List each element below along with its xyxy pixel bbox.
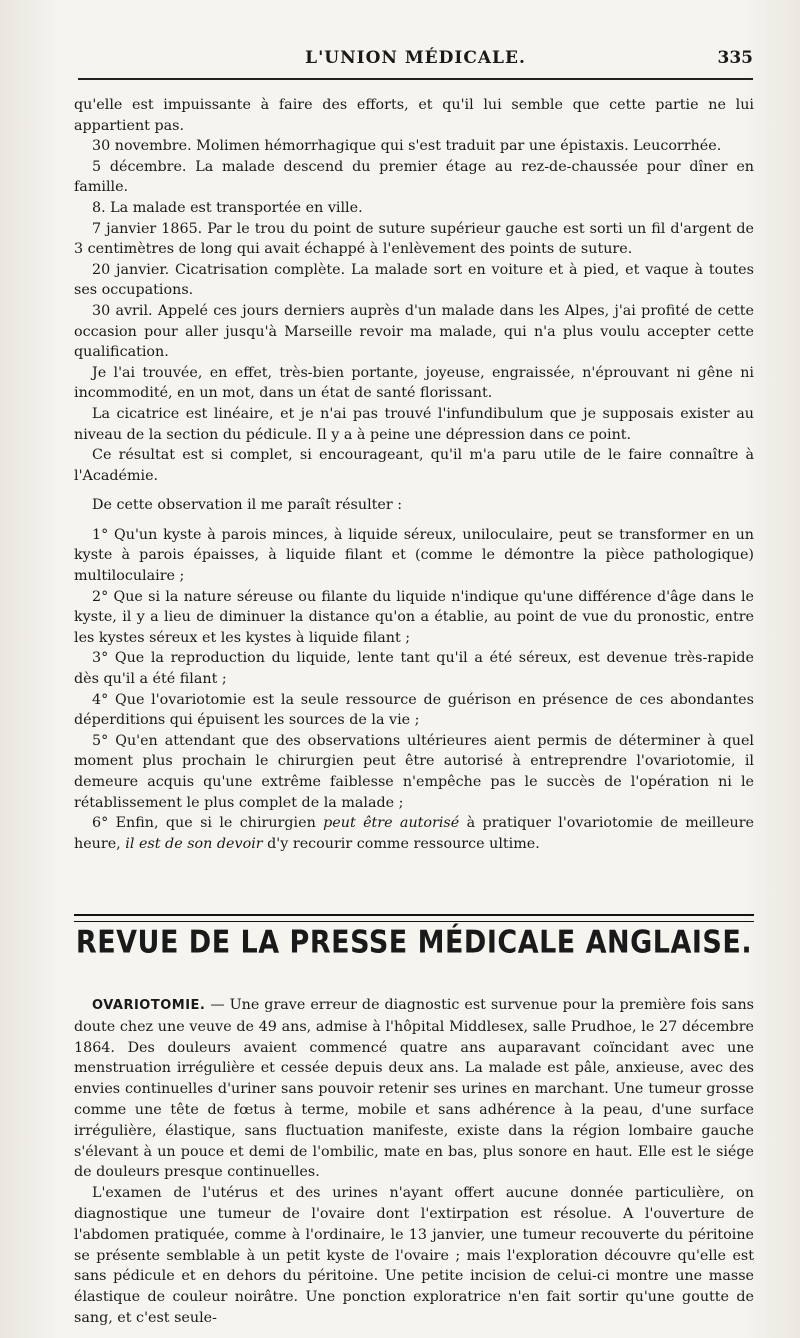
- paragraph: Je l'ai trouvée, en effet, très-bien portante, joyeuse, engraissée, n'éprouvant ni gêne ni incommodité, en un mot, dans un état de santé florissant.: [74, 364, 754, 402]
- conclusion-item: 2° Que si la nature séreuse ou filante du liquide n'indique qu'une différence d'âge dans le kyste, il y a lieu de diminuer la distance qu'on a établie, au point de vue du pronostic, entre les kystes séreux et les kystes à liquide filant ;: [74, 588, 754, 646]
- conclusion-item: 5° Qu'en attendant que des observations ultérieures aient permis de déterminer à quel moment plus prochain le chirurgien peut être autorisé à entreprendre l'ovariotomie, il demeure acquis qu'une extrême faiblesse n'empêche pas le succès de l'opération ni le rétablissement le plus complet de la malade ;: [74, 732, 754, 811]
- paragraph: 8. La malade est transportée en ville.: [92, 199, 363, 216]
- text-run: — Une grave erreur de diagnostic est survenue pour la première fois sans doute chez une veuve de 49 ans, admise à l'hôpital Middlesex, salle Prudhoe, le 27 décembre 1864. Des douleurs avaient commencé quatre ans auparavant coïncidant avec une menstruation irrégulière et cessée depuis deux ans. La malade est pâle, anxieuse, avec des envies continuelles d'uriner sans pouvoir retenir ses urines en marchant. Une tumeur grosse comme une tête de fœtus à terme, mobile et sans adhérence à la peau, d'une surface irrégulière, élastique, sans fluctuation manifeste, existe dans la région lombaire gauche s'élevant à un pouce et demi de l'ombilic, mate en bas, plus sonore en haut. Elle est le siége de douleurs presque continuelles.: [74, 997, 754, 1181]
- text-run: d'y recourir comme ressource ultime.: [262, 835, 540, 852]
- page-number: 335: [717, 48, 753, 68]
- paragraph: qu'elle est impuissante à faire des efforts, et qu'il lui semble que cette partie ne lui appartient pas.: [74, 97, 754, 134]
- conclusion-item: 1° Qu'un kyste à parois minces, à liquide séreux, uniloculaire, peut se transformer en un kyste à parois épaisses, à liquide filant et (comme le démontre la pièce pathologique) multiloculaire ;: [74, 526, 754, 585]
- paragraph: [74, 995, 754, 1183]
- header-rule: [78, 78, 753, 80]
- paragraph: De cette observation il me paraît résulter :: [92, 497, 403, 514]
- section-rule: [74, 914, 754, 922]
- journal-title: L'UNION MÉDICALE.: [305, 48, 526, 68]
- paragraph: 20 janvier. Cicatrisation complète. La malade sort en voiture et à pied, et vaque à toutes ses occupations.: [74, 261, 754, 299]
- paragraph: 30 avril. Appelé ces jours derniers auprès d'un malade dans les Alpes, j'ai profité de cette occasion pour aller jusqu'à Marseille revoir ma malade, qui n'a plus voulu accepter cette qualification.: [74, 302, 754, 361]
- paragraph: 5 décembre. La malade descend du premier étage au rez-de-chaussée pour dîner en famille.: [74, 158, 754, 196]
- paragraph: Ce résultat est si complet, si encourageant, qu'il m'a paru utile de le faire connaître à l'Académie.: [74, 447, 754, 484]
- text-run: à pratiquer l'ovariotomie de meilleure heure,: [74, 815, 754, 852]
- text-run: 6° Enfin, que si le chirurgien: [92, 815, 324, 832]
- conclusion-item: 4° Que l'ovariotomie est la seule ressource de guérison en présence de ces abondantes déperditions qui épuisent les sources de la vie ;: [74, 691, 754, 729]
- paragraph: 7 janvier 1865. Par le trou du point de suture supérieur gauche est sorti un fil d'argent de 3 centimètres de long qui avait échappé à l'enlèvement des points de suture.: [74, 220, 754, 258]
- conclusion-item-final: [74, 813, 754, 854]
- paragraph: 30 novembre. Molimen hémorrhagique qui s'est traduit par une épistaxis. Leucorrhée.: [92, 138, 722, 155]
- inline-heading: OVARIOTOMIE.: [92, 998, 206, 1013]
- paragraph: L'examen de l'utérus et des urines n'ayant offert aucune donnée particulière, on diagnostique une tumeur de l'ovaire dont l'extirpation est résolue. A l'ouverture de l'abdomen pratiquée, comme à l'ordinaire, le 13 janvier, une tumeur recouverte du péritoine se présente semblable à un petit kyste de l'ovaire ; mais l'exploration découvre qu'elle est sans pédicule et en dehors du péritoine. Une petite incision de celui-ci montre une masse élastique de couleur noirâtre. Une ponction exploratrice n'en fait sortir qu'une goutte de sang, et c'est seule-: [74, 1185, 754, 1326]
- section-title: REVUE DE LA PRESSE MÉDICALE ANGLAISE.: [75, 925, 753, 961]
- article-body: [74, 95, 754, 854]
- running-head: [78, 48, 753, 74]
- conclusion-item: 3° Que la reproduction du liquide, lente tant qu'il a été séreux, est devenue très-rapide dès qu'il a été filant ;: [74, 650, 754, 688]
- emphasis: il est de son devoir: [125, 835, 263, 852]
- emphasis: peut être autorisé: [323, 815, 460, 832]
- paragraph: La cicatrice est linéaire, et je n'ai pas trouvé l'infundibulum que je supposais exister au niveau de la section du pédicule. Il y a à peine une dépression dans ce point.: [74, 405, 754, 443]
- section-body: [74, 995, 754, 1329]
